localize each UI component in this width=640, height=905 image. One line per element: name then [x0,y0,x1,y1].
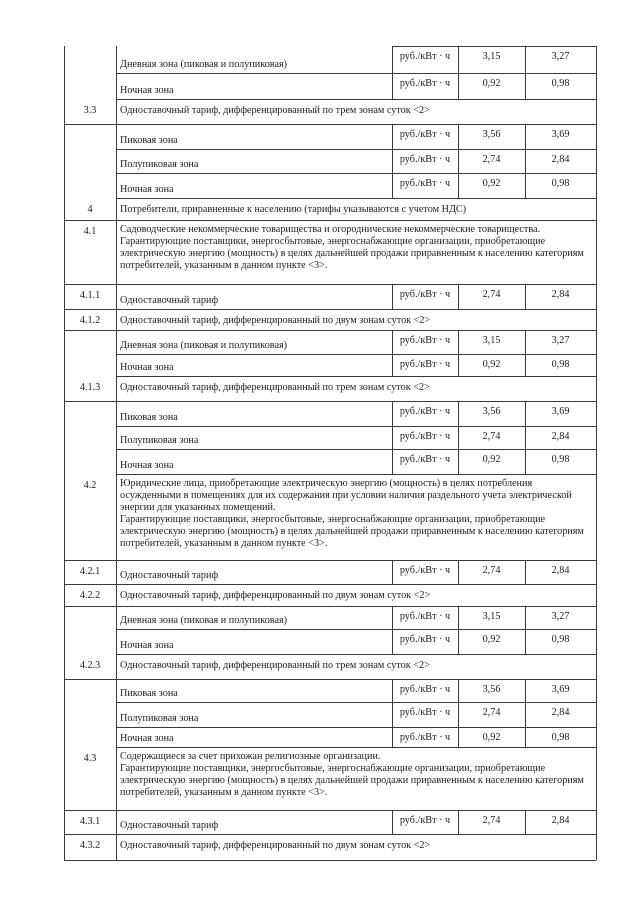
table-vertical-rule [116,376,117,401]
table-horizontal-rule [116,747,596,748]
table-vertical-rule [596,679,597,702]
tariff-value-period-2: 3,27 [551,335,570,346]
table-vertical-rule [116,330,117,354]
table-vertical-rule [596,46,597,73]
row-number: 3.3 [83,105,97,116]
row-number: 4.3.1 [79,816,101,827]
table-vertical-rule [596,73,597,99]
table-horizontal-rule [64,584,596,585]
row-number: 4.2.2 [79,590,101,601]
tariff-value-period-2: 0,98 [551,78,570,89]
zone-label: Дневная зона (пиковая и полупиковая) [120,615,288,626]
unit-label: руб./кВт · ч [399,51,451,62]
table-horizontal-rule [64,220,596,221]
unit-label: руб./кВт · ч [399,732,451,743]
tariff-value-period-2: 3,69 [551,406,570,417]
tariff-label: Одноставочный тариф [120,295,219,306]
zone-label: Полупиковая зона [120,435,199,446]
section-heading: Одноставочный тариф, дифференцированный по двум зонам суток <2> [120,315,431,326]
tariff-value-period-1: 2,74 [482,707,501,718]
tariff-value-period-2: 0,98 [551,178,570,189]
tariff-value-period-2: 2,84 [551,565,570,576]
table-horizontal-rule [116,654,596,655]
tariff-value-period-1: 3,56 [482,129,501,140]
unit-label: руб./кВт · ч [399,611,451,622]
section-heading: Одноставочный тариф, дифференцированный по двум зонам суток <2> [120,590,431,601]
tariff-value-period-2: 3,69 [551,684,570,695]
tariff-value-period-2: 2,84 [551,154,570,165]
row-number: 4.1.3 [79,382,101,393]
row-number: 4.2.3 [79,660,101,671]
table-vertical-rule [116,810,117,834]
table-horizontal-rule [116,99,596,100]
zone-label: Полупиковая зона [120,159,199,170]
table-horizontal-rule [64,401,596,402]
unit-label: руб./кВт · ч [399,359,451,370]
zone-label: Ночная зона [120,184,174,195]
table-vertical-rule [596,629,597,654]
section-description: Садоводческие некоммерческие товарищества и огороднические некоммерческие товарищества. Гарантирующие поставщики, энергосбытовые, энергоснабжающие организации, приобретающие электрическую энергию (мощность) в целях дальнейшей продажи приравненным к населению категориям потребителей, указанным в данном пункте <3>. [120,224,584,271]
tariff-value-period-1: 3,56 [482,406,501,417]
row-number: 4.3.2 [79,840,101,851]
table-horizontal-rule [64,810,596,811]
table-vertical-rule [116,629,117,654]
table-horizontal-rule [64,834,596,835]
table-vertical-rule [64,354,65,376]
tariff-value-period-1: 3,15 [482,51,501,62]
table-vertical-rule [116,474,117,560]
unit-label: руб./кВт · ч [399,335,451,346]
table-vertical-rule [64,426,65,449]
table-vertical-rule [596,376,597,401]
table-vertical-rule [596,401,597,426]
table-vertical-rule [116,560,117,584]
table-horizontal-rule [64,284,596,285]
table-vertical-rule [64,702,65,727]
table-vertical-rule [116,46,117,73]
table-vertical-rule [596,810,597,834]
table-vertical-rule [596,449,597,474]
table-vertical-rule [64,173,65,198]
section-heading: Одноставочный тариф, дифференцированный по трем зонам суток <2> [120,105,430,116]
tariff-value-period-2: 2,84 [551,289,570,300]
tariff-value-period-1: 0,92 [482,732,501,743]
table-horizontal-rule [116,149,596,150]
table-vertical-rule [116,309,117,330]
table-horizontal-rule [64,124,596,125]
table-horizontal-rule [116,354,596,355]
tariff-label: Одноставочный тариф [120,570,219,581]
unit-label: руб./кВт · ч [399,565,451,576]
table-vertical-rule [596,702,597,727]
table-vertical-rule [596,309,597,330]
table-vertical-rule [116,747,117,810]
table-vertical-rule [596,654,597,679]
table-horizontal-rule [116,198,596,199]
table-vertical-rule [596,124,597,149]
row-number: 4.3 [83,753,97,764]
table-vertical-rule [596,560,597,584]
table-horizontal-rule [116,426,596,427]
tariff-value-period-2: 3,27 [551,51,570,62]
unit-label: руб./кВт · ч [399,78,451,89]
row-number: 4.1.2 [79,315,101,326]
row-number: 4.2 [83,480,97,491]
zone-label: Пиковая зона [120,688,178,699]
table-vertical-rule [64,73,65,99]
table-vertical-rule [116,198,117,220]
table-vertical-rule [596,198,597,220]
tariff-value-period-1: 0,92 [482,634,501,645]
tariff-value-period-2: 3,27 [551,611,570,622]
table-vertical-rule [64,124,65,149]
unit-label: руб./кВт · ч [399,289,451,300]
tariff-value-period-1: 0,92 [482,78,501,89]
tariff-value-period-2: 0,98 [551,634,570,645]
tariff-value-period-2: 3,69 [551,129,570,140]
table-horizontal-rule [64,560,596,561]
table-vertical-rule [64,679,65,702]
table-vertical-rule [596,99,597,124]
section-description: Юридические лица, приобретающие электрическую энергию (мощность) в целях потребления осужденными в помещениях для их содержания при условии наличия раздельного учета электрической энергии для указанных помещений. Гарантирующие поставщики, энергосбытовые, энергоснабжающие организации, приобретающие электрическую энергию (мощность) в целях дальнейшей продажи приравненным к населению категориям потребителей, указанным в данном пункте <3>. [120,478,584,549]
row-number: 4 [87,204,93,215]
tariff-value-period-1: 3,15 [482,335,501,346]
table-horizontal-rule [64,606,596,607]
row-number: 4.2.1 [79,566,101,577]
table-vertical-rule [116,173,117,198]
table-horizontal-rule [64,860,596,861]
zone-label: Ночная зона [120,640,174,651]
unit-label: руб./кВт · ч [399,154,451,165]
unit-label: руб./кВт · ч [399,707,451,718]
tariff-value-period-1: 0,92 [482,178,501,189]
unit-label: руб./кВт · ч [399,684,451,695]
table-vertical-rule [64,149,65,173]
table-vertical-rule [596,474,597,560]
unit-label: руб./кВт · ч [399,634,451,645]
section-description: Содержащиеся за счет прихожан религиозные организации. Гарантирующие поставщики, энергосбытовые, энергоснабжающие организации, приобретающие электрическую энергию (мощность) в целях дальнейшей продажи приравненным к населению категориям потребителей, указанным в данном пункте <3>. [120,751,584,798]
unit-label: руб./кВт · ч [399,431,451,442]
table-vertical-rule [596,149,597,173]
table-vertical-rule [116,73,117,99]
tariff-value-period-1: 3,15 [482,611,501,622]
table-horizontal-rule [116,629,596,630]
table-vertical-rule [116,220,117,284]
table-vertical-rule [596,220,597,284]
table-vertical-rule [596,727,597,747]
tariff-value-period-1: 0,92 [482,359,501,370]
zone-label: Полупиковая зона [120,713,199,724]
tariff-value-period-1: 2,74 [482,431,501,442]
tariff-value-period-2: 0,98 [551,454,570,465]
table-vertical-rule [116,654,117,679]
table-horizontal-rule [116,173,596,174]
zone-label: Дневная зона (пиковая и полупиковая) [120,59,288,70]
table-horizontal-rule [116,702,596,703]
table-vertical-rule [116,727,117,747]
zone-label: Ночная зона [120,362,174,373]
table-horizontal-rule [116,73,596,74]
zone-label: Пиковая зона [120,412,178,423]
unit-label: руб./кВт · ч [399,178,451,189]
table-horizontal-rule [64,330,596,331]
section-heading: Одноставочный тариф, дифференцированный по трем зонам суток <2> [120,660,430,671]
table-vertical-rule [64,727,65,747]
zone-label: Пиковая зона [120,135,178,146]
table-vertical-rule [116,702,117,727]
table-vertical-rule [64,401,65,426]
table-vertical-rule [116,679,117,702]
tariff-value-period-1: 2,74 [482,565,501,576]
row-number: 4.1 [83,226,97,237]
table-vertical-rule [116,834,117,860]
unit-label: руб./кВт · ч [399,406,451,417]
table-vertical-rule [596,173,597,198]
table-vertical-rule [596,284,597,309]
tariff-value-period-2: 2,84 [551,431,570,442]
unit-label: руб./кВт · ч [399,454,451,465]
table-vertical-rule [64,46,65,73]
table-vertical-rule [116,584,117,606]
section-heading: Потребители, приравненные к населению (тарифы указываются с учетом НДС) [120,204,467,215]
table-vertical-rule [596,584,597,606]
table-vertical-rule [116,401,117,426]
table-vertical-rule [596,834,597,860]
zone-label: Дневная зона (пиковая и полупиковая) [120,340,288,351]
table-vertical-rule [116,99,117,124]
tariff-value-period-2: 0,98 [551,732,570,743]
table-vertical-rule [116,124,117,149]
table-vertical-rule [596,330,597,354]
section-heading: Одноставочный тариф, дифференцированный по трем зонам суток <2> [120,382,430,393]
tariff-value-period-1: 0,92 [482,454,501,465]
row-number: 4.1.1 [79,290,101,301]
tariff-value-period-2: 2,84 [551,815,570,826]
tariff-value-period-2: 2,84 [551,707,570,718]
tariff-value-period-1: 2,74 [482,289,501,300]
table-vertical-rule [116,606,117,629]
table-horizontal-rule [116,727,596,728]
table-horizontal-rule [392,46,596,47]
tariff-label: Одноставочный тариф [120,820,219,831]
tariff-value-period-1: 2,74 [482,154,501,165]
table-vertical-rule [64,330,65,354]
table-vertical-rule [116,426,117,449]
section-heading: Одноставочный тариф, дифференцированный по двум зонам суток <2> [120,840,431,851]
zone-label: Ночная зона [120,460,174,471]
table-vertical-rule [116,354,117,376]
table-vertical-rule [64,629,65,654]
unit-label: руб./кВт · ч [399,815,451,826]
zone-label: Ночная зона [120,733,174,744]
table-horizontal-rule [116,449,596,450]
table-vertical-rule [596,606,597,629]
table-horizontal-rule [64,679,596,680]
table-vertical-rule [596,426,597,449]
zone-label: Ночная зона [120,85,174,96]
table-horizontal-rule [116,474,596,475]
table-vertical-rule [64,449,65,474]
table-horizontal-rule [64,309,596,310]
table-vertical-rule [64,606,65,629]
tariff-value-period-1: 2,74 [482,815,501,826]
table-vertical-rule [116,284,117,309]
table-vertical-rule [116,449,117,474]
table-vertical-rule [596,747,597,810]
tariff-value-period-2: 0,98 [551,359,570,370]
table-horizontal-rule [116,376,596,377]
table-vertical-rule [116,149,117,173]
unit-label: руб./кВт · ч [399,129,451,140]
tariff-value-period-1: 3,56 [482,684,501,695]
table-vertical-rule [596,354,597,376]
